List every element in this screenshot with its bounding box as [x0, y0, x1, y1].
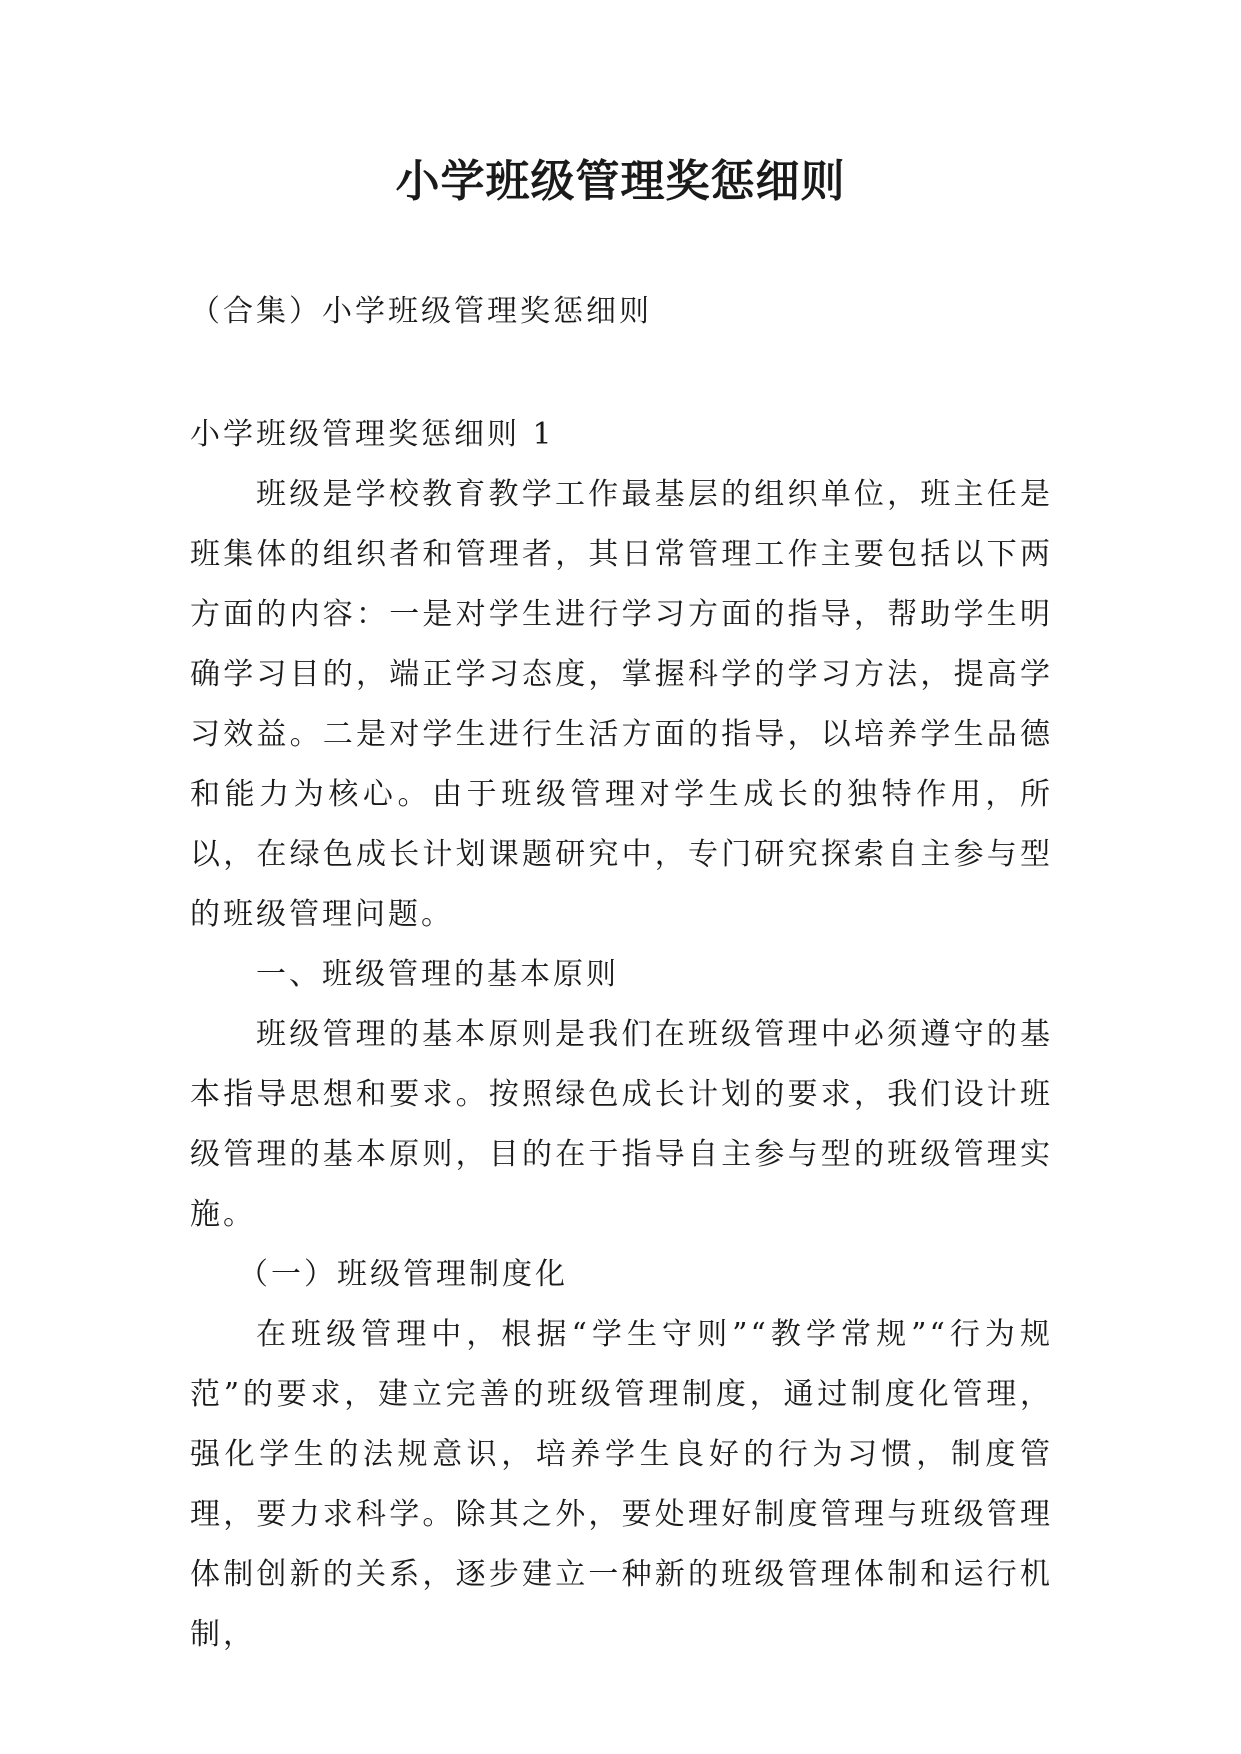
subsection-heading: （一）班级管理制度化: [238, 1257, 568, 1292]
body-paragraph: 班级是学校教育教学工作最基层的组织单位，班主任是班集体的组织者和管理者，其日常管理工作主要包括以下两方面的内容：一是对学生进行学习方面的指导，帮助学生明确学习目的，端正学习态度，掌握科学的学习方法，提高学习效益。二是对学生进行生活方面的指导，以培养学生品德和能力为核心。由于班级管理对学生成长的独特作用，所以，在绿色成长计划课题研究中，专门研究探索自主参与型的班级管理问题。: [190, 477, 1053, 932]
section-heading: 一、班级管理的基本原则: [256, 957, 619, 992]
body-paragraph: 在班级管理中，根据“学生守则”“教学常规”“行为规范”的要求，建立完善的班级管理制度，通过制度化管理，强化学生的法规意识，培养学生良好的行为习惯，制度管理，要力求科学。除其之外，要处理好制度管理与班级管理体制创新的关系，逐步建立一种新的班级管理体制和运行机制，: [190, 1317, 1053, 1652]
body-paragraph: 班级管理的基本原则是我们在班级管理中必须遵守的基本指导思想和要求。按照绿色成长计划的要求，我们设计班级管理的基本原则，目的在于指导自主参与型的班级管理实施。: [190, 1017, 1053, 1232]
document-body: [190, 405, 1053, 1665]
section-title: 小学班级管理奖惩细则 1: [190, 417, 555, 452]
document-title: 小学班级管理奖惩细则: [395, 156, 846, 207]
document-subtitle: （合集）小学班级管理奖惩细则: [190, 294, 652, 329]
